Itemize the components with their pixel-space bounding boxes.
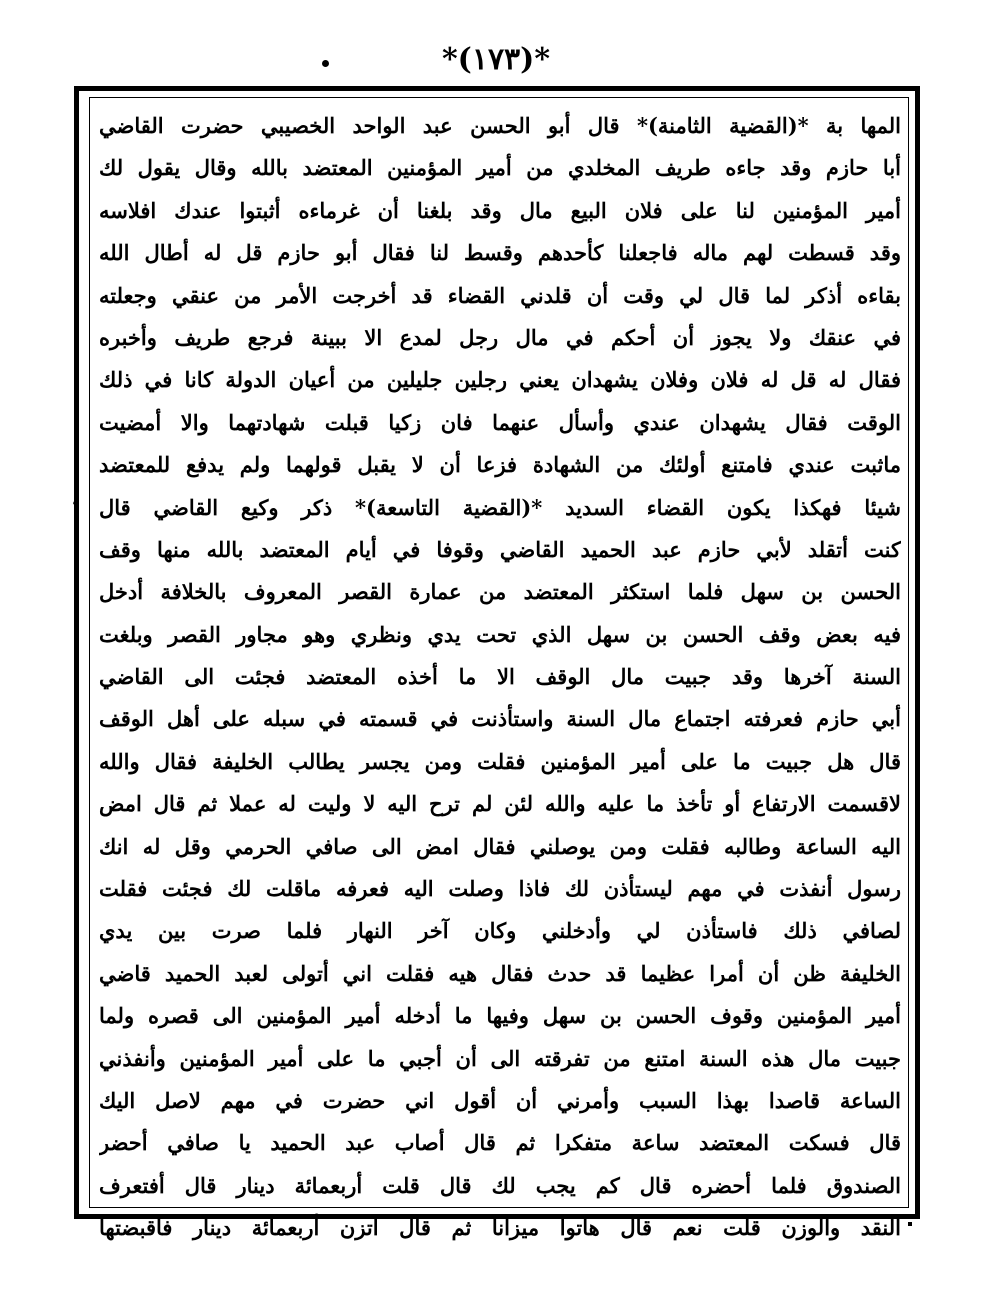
text-line: كنت أتقلد لأبي حازم عبد الحميد القاضي وقوفا في أيام المعتضد بالله منها وقف — [99, 536, 901, 562]
text-line: فيه بعض وقف الحسن بن سهل الذي تحت يدي ونظري وهو مجاور القصر وبلغت — [99, 621, 901, 647]
text-line: وقد قسطت لهم ماله فاجعلنا كأحدهم وقسط لنا فقال أبو حازم قل له أطال الله — [99, 240, 901, 266]
text-line: الخليفة ظن أن أمرا عظيما قد حدث فقال هيه فقلت اني أتولى لعبد الحميد قاضي — [99, 960, 901, 986]
text-line: أمير المؤمنين لنا على فلان البيع مال وقد بلغنا أن غرماءه أثبتوا عندك افلاسه — [99, 197, 901, 223]
body-text — [99, 105, 901, 1250]
text-line: السنة آخرها وقد جبيت مال الوقف الا ما أخذه المعتضد فجئت الى القاضي — [99, 664, 901, 690]
text-line: الحسن بن سهل فلما استكثر المعتضد من عمارة القصر المعروف بالخلافة أدخل — [99, 579, 901, 605]
text-line: النقد والوزن قلت نعم قال هاتوا ميزانا ثم قال اتزن أربعمائة دينار فاقبضتها — [99, 1215, 901, 1241]
margin-mark: ، — [72, 492, 77, 508]
page-number: *(١٧٣)* — [441, 42, 551, 77]
text-line: بقاءه أذكر لما قال لي وقت أن قلدني القضاء قد أخرجت الأمر من عنقي وجعلته — [99, 282, 901, 308]
ink-dot — [322, 60, 329, 67]
text-line: المها بة *(القضية الثامنة)* قال أبو الحسن عبد الواحد الخصيبي حضرت القاضي — [99, 113, 901, 138]
text-line: الصندوق فلما أحضره قال كم يجب لك قال قلت أربعمائة دينار قال أفتعرف — [99, 1172, 901, 1198]
text-line: جبيت مال هذه السنة امتنع من تفرقته الى أن أجبي ما على أمير المؤمنين وأنفذني — [99, 1045, 901, 1071]
text-line: قال فسكت المعتضد ساعة متفكرا ثم قال أصاب عبد الحميد يا صافي أحضر — [99, 1130, 901, 1156]
text-line: شيئا فهكذا يكون القضاء السديد *(القضية التاسعة)* ذكر وكيع القاضي قال — [99, 494, 901, 520]
text-line: لصافي ذلك فاستأذن لي وأدخلني وكان آخر النهار فلما صرت بين يدي — [99, 918, 901, 944]
text-line: الساعة قاصدا بهذا السبب وأمرني أن أقول اني حضرت في مهم لاصل اليك — [99, 1087, 901, 1113]
text-line: أمير المؤمنين وقوف الحسن بن سهل وفيها ما أدخله أمير المؤمنين الى قصره ولما — [99, 1003, 901, 1029]
text-line: أبي حازم فعرفته اجتماع مال السنة واستأذنت في قسمته في سبله على أهل الوقف — [99, 706, 901, 732]
page-frame — [74, 86, 920, 1241]
text-line: اليه الساعة وطالبه فقلت ومن يوصلني فقال امض الى صافي الحرمي وقل له انك — [99, 833, 901, 859]
text-line: أبا حازم وقد جاءه طريف المخلدي من أمير المؤمنين المعتضد بالله وقال يقول لك — [99, 155, 901, 181]
page-header — [0, 38, 992, 82]
text-line: رسول أنفذت في مهم ليستأذن لك فاذا وصلت اليه فعرفه ماقلت لك فجئت فقلت — [99, 876, 901, 902]
text-line: لاقسمت الارتفاع أو تأخذ ما عليه والله لئن لم ترح اليه لا وليت له عملا ثم قال امض — [99, 791, 901, 817]
text-line: فقال له قل له فلان وفلان يشهدان يعني رجلين جليلين من أعيان الدولة كانا في ذلك — [99, 367, 901, 393]
ink-mark — [908, 1222, 912, 1226]
text-line: قال هل جبيت ما على أمير المؤمنين فقلت ومن يجسر يطالب الخليفة فقال والله — [99, 748, 901, 774]
text-line: الوقت فقال يشهدان عندي وأسأل عنهما فان زكيا قبلت شهادتهما والا أمضيت — [99, 409, 901, 435]
text-line: في عنقك ولا يجوز أن أحكم في مال رجل لمدع الا ببينة فرجع طريف وأخبره — [99, 324, 901, 350]
text-line: ماثبت عندي فامتنع أولئك من الشهادة فزعا أن لا يقبل قولهما ولم يدفع للمعتضد — [99, 452, 901, 478]
